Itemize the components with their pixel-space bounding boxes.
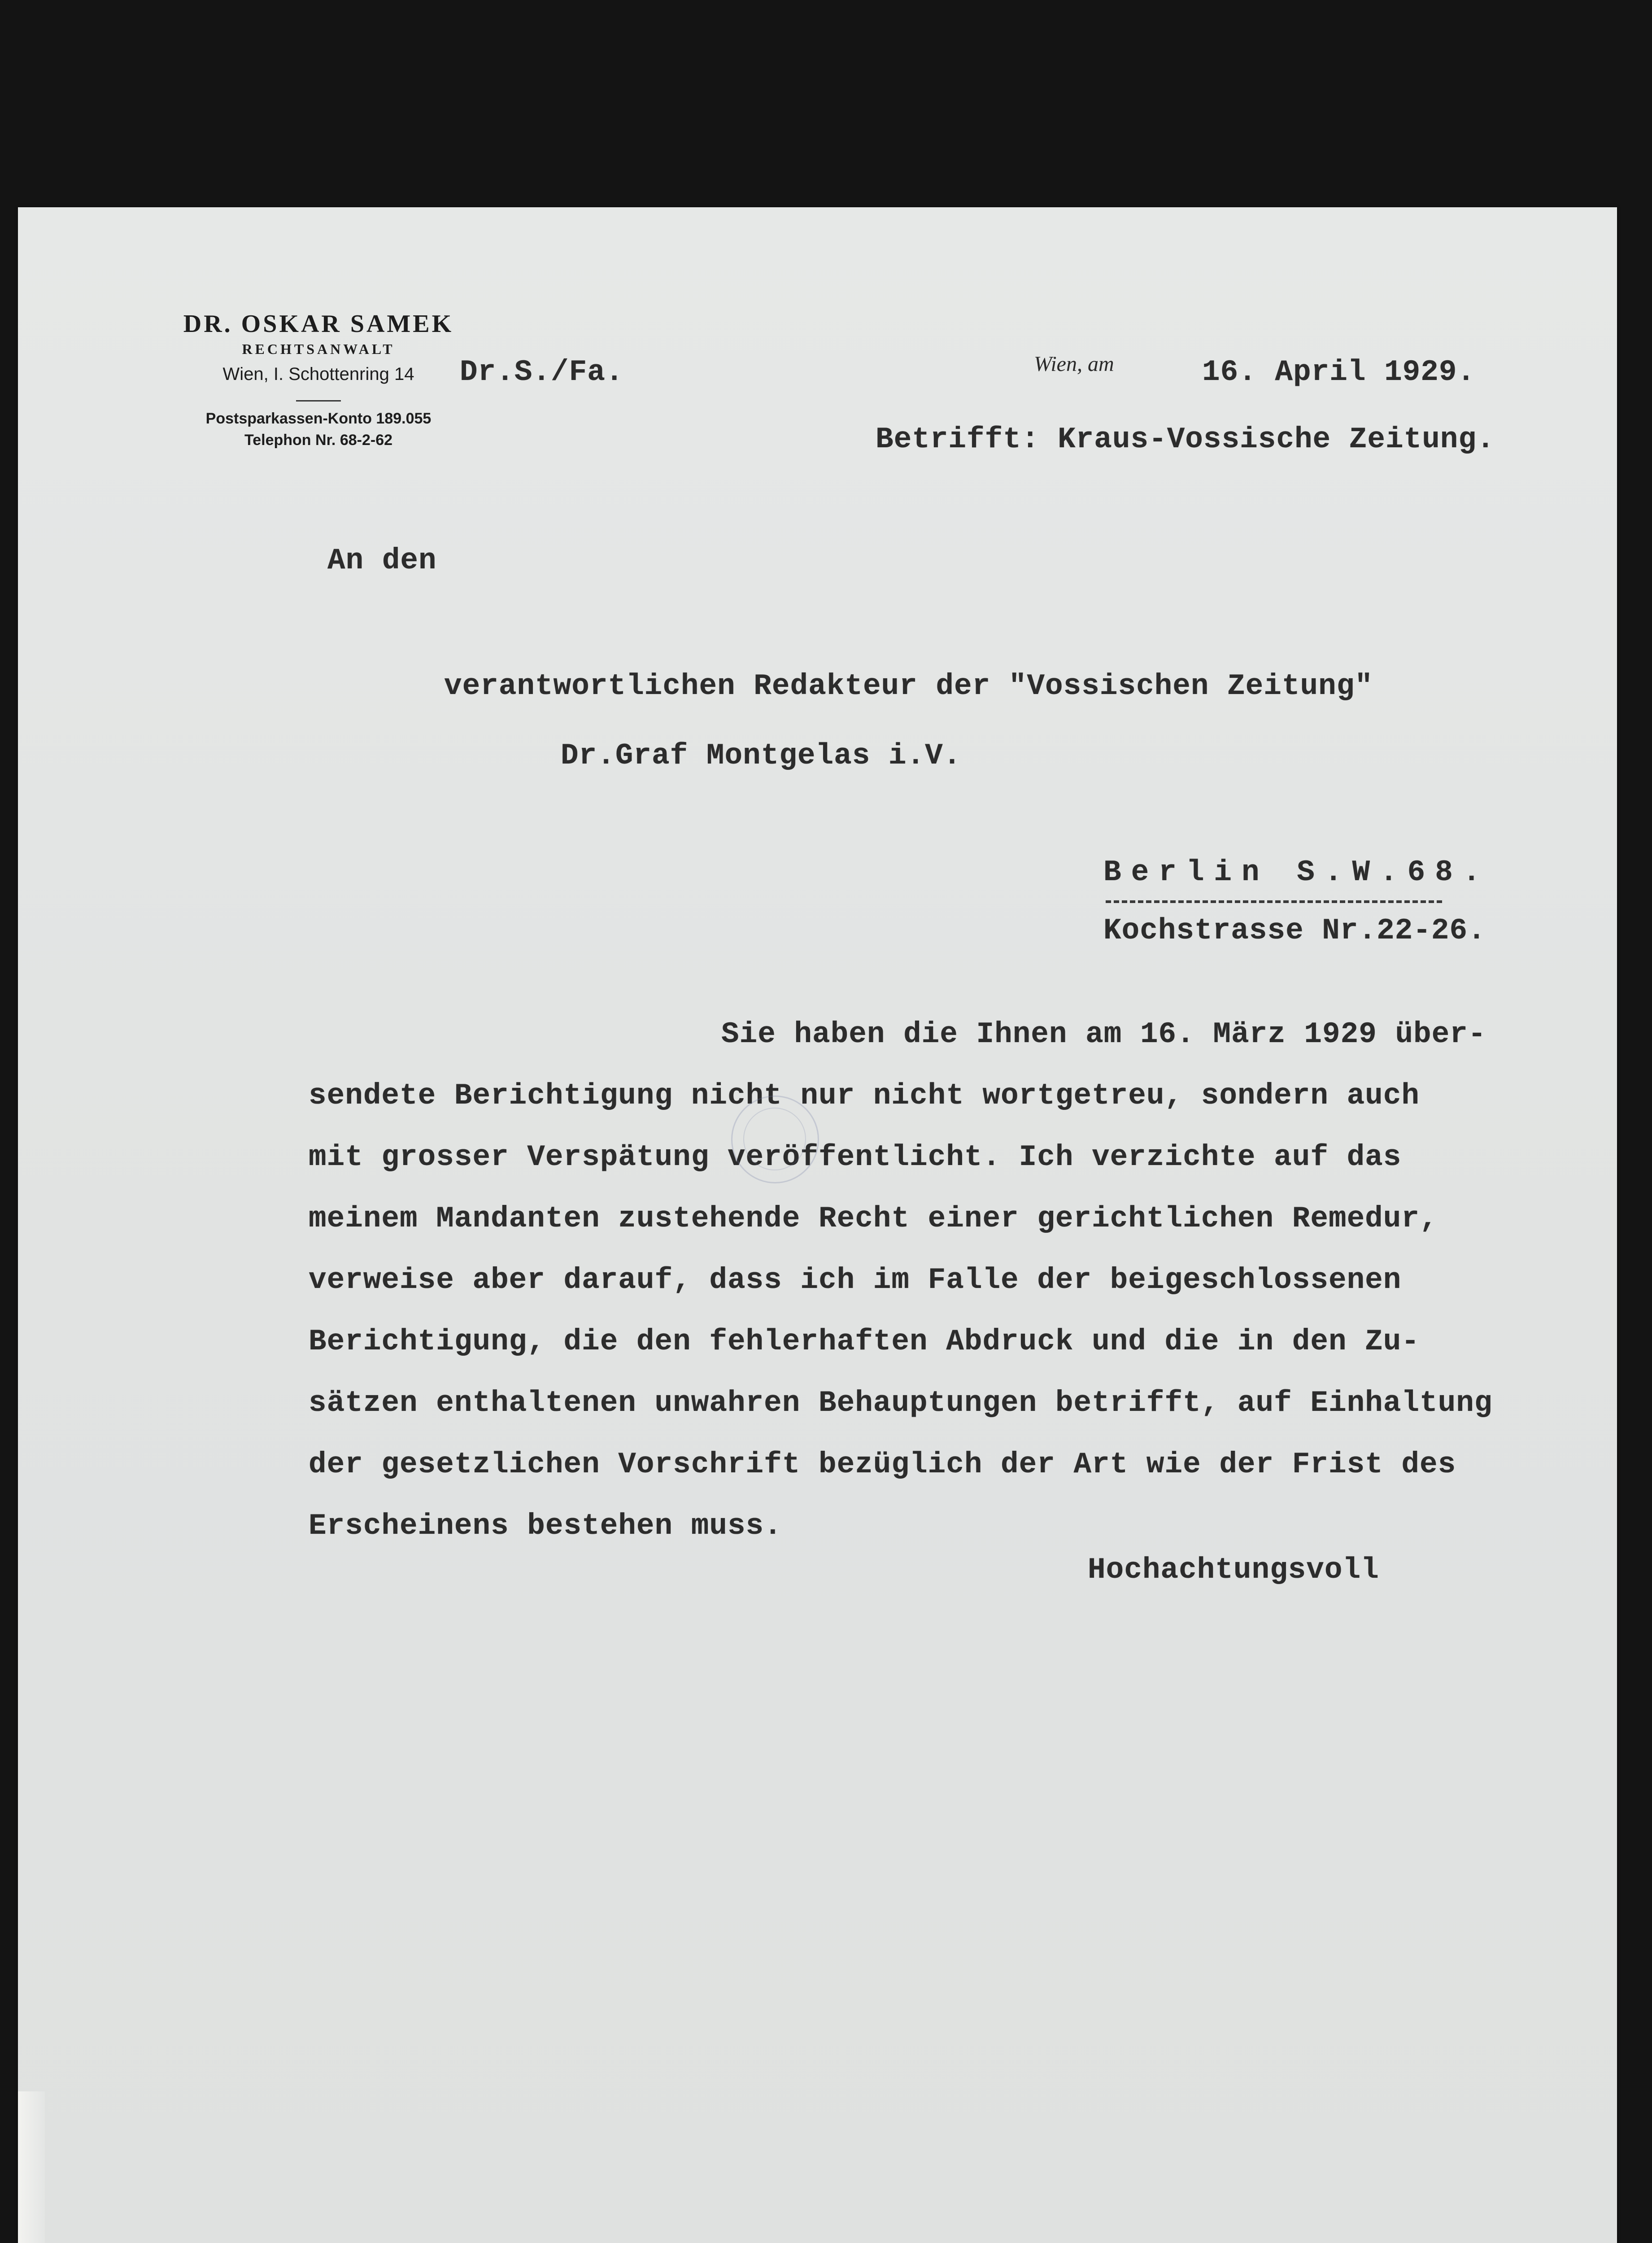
body-line: Sie haben die Ihnen am 16. März 1929 über- bbox=[721, 1017, 1486, 1051]
subject-line: Betrifft: Kraus-Vossische Zeitung. bbox=[876, 423, 1495, 456]
body-line: sätzen enthaltenen unwahren Behauptungen betrifft, auf Einhaltung bbox=[309, 1386, 1493, 1420]
body-line: meinem Mandanten zustehende Recht einer gerichtlichen Remedur, bbox=[309, 1202, 1438, 1235]
body-line: Erscheinens bestehen muss. bbox=[309, 1509, 782, 1543]
recipient-line-2: Dr.Graf Montgelas i.V. bbox=[561, 739, 962, 772]
letter-sheet bbox=[18, 207, 1617, 2243]
letterhead-title: RECHTSANWALT bbox=[242, 341, 395, 357]
body-line: Berichtigung, die den fehlerhaften Abdruck und die in den Zu- bbox=[309, 1325, 1420, 1358]
letterhead-phone: Telephon Nr. 68-2-62 bbox=[244, 432, 393, 449]
body-line: sendete Berichtigung nicht nur nicht wortgetreu, sondern auch bbox=[309, 1079, 1420, 1113]
recipient-city: Berlin S.W.68. bbox=[1103, 855, 1491, 889]
letterhead-name: DR. OSKAR SAMEK bbox=[183, 310, 454, 338]
letter-date: 16. April 1929. bbox=[1202, 355, 1476, 389]
place-label: Wien, am bbox=[1034, 352, 1114, 376]
recipient-street: Kochstrasse Nr.22-26. bbox=[1103, 914, 1486, 947]
letter-body bbox=[309, 1004, 1520, 1557]
city-underline bbox=[1106, 900, 1442, 903]
reference-code: Dr.S./Fa. bbox=[460, 355, 624, 389]
salutation: An den bbox=[327, 544, 437, 577]
recipient-line-1: verantwortlichen Redakteur der "Vossischen Zeitung" bbox=[444, 669, 1373, 703]
body-line: mit grosser Verspätung veröffentlicht. Ich verzichte auf das bbox=[309, 1140, 1402, 1174]
paper-edge-tear bbox=[18, 2091, 45, 2243]
body-line: der gesetzlichen Vorschrift bezüglich der Art wie der Frist des bbox=[309, 1448, 1456, 1481]
letterhead-address: Wien, I. Schottenring 14 bbox=[222, 364, 414, 384]
faint-stamp-mark bbox=[731, 1095, 819, 1183]
letterhead-divider bbox=[296, 400, 341, 401]
letterhead-konto: Postsparkassen-Konto 189.055 bbox=[205, 410, 432, 427]
closing-salutation: Hochachtungsvoll bbox=[1088, 1553, 1379, 1587]
body-line: verweise aber darauf, dass ich im Falle der beigeschlossenen bbox=[309, 1263, 1402, 1297]
